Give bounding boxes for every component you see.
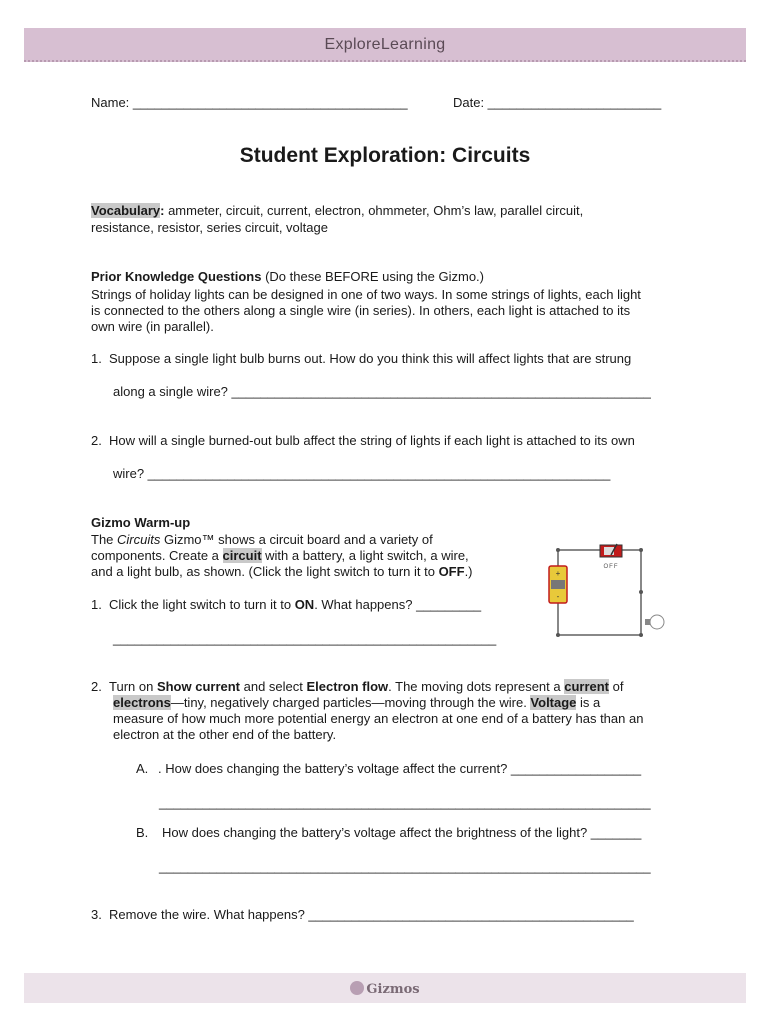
battery-icon [549,566,567,603]
question-2b-answer[interactable]: ____________________________________________________________________ [159,859,651,874]
battery-plus-label: + [555,569,561,578]
vocabulary-label: Vocabulary [91,203,161,218]
gizmo-warmup-heading: Gizmo Warm-up [91,515,191,530]
explorelearning-logo: ExploreLearning [324,36,446,53]
footer-band [24,973,746,1003]
vocabulary-line-2: resistance, resistor, series circuit, voltage [91,220,328,235]
warmup-text-line: components. Create a circuit with a battery, a light switch, a wire, [91,548,469,563]
prior-question-2-answer[interactable]: wire? ________________________________________________________________ [113,466,611,481]
prior-question-1-answer[interactable]: along a single wire? __________________________________________________________ [113,384,651,399]
vocabulary-line-1: Vocabulary: ammeter, circuit, current, electron, ohmmeter, Ohm’s law, parallel circuit, [91,203,584,218]
prior-text-line: Strings of holiday lights can be designed in one of two ways. In some strings of lights, each light [91,287,641,302]
circuit-diagram [545,542,670,642]
prior-question-1: 1. Suppose a single light bulb burns out. How do you think this will affect lights that are strung [91,351,632,366]
prior-text-line: is connected to the others along a single wire (in series). In others, each light is attached to its [91,303,631,318]
gizmos-logo: Gizmos [24,981,746,997]
header-band [24,28,746,62]
warmup-question-3: 3. Remove the wire. What happens? _____________________________________________ [91,907,634,922]
light-bulb-icon [645,615,664,629]
gizmos-badge-icon [350,981,364,995]
warmup-question-2-line-1: 2. Turn on Show current and select Electron flow. The moving dots represent a current of [91,679,624,694]
prior-text-line: own wire (in parallel). [91,319,214,334]
prior-question-2: 2. How will a single burned-out bulb affect the string of lights if each light is attached to its own [91,433,635,448]
warmup-question-2-line-4: electron at the other end of the battery. [113,727,337,742]
warmup-text-line: The Circuits Gizmo™ shows a circuit board and a variety of [91,532,433,547]
switch-state-label: OFF [603,564,619,570]
date-field[interactable]: Date: ________________________ [453,95,662,110]
warmup-question-1: 1. Click the light switch to turn it to ON. What happens? _________ [91,597,482,612]
question-2a-answer[interactable]: ____________________________________________________________________ [159,795,651,810]
name-field[interactable]: Name: ______________________________________ [91,95,408,110]
question-2a: A. . How does changing the battery’s voltage affect the current? __________________ [136,761,642,776]
battery-minus-label: - [556,592,560,601]
warmup-question-1-answer[interactable]: _____________________________________________________ [113,631,497,646]
warmup-question-2-line-2: electrons—tiny, negatively charged particles—moving through the wire. Voltage is a [113,695,601,710]
light-switch-icon [600,544,622,570]
question-2b: B. How does changing the battery’s voltage affect the brightness of the light? _______ [136,825,642,840]
warmup-text-line: and a light bulb, as shown. (Click the light switch to turn it to OFF.) [91,564,473,579]
warmup-question-2-line-3: measure of how much more potential energy an electron at one end of a battery has than an [113,711,644,726]
page-title: Student Exploration: Circuits [239,144,531,167]
prior-knowledge-heading: Prior Knowledge Questions (Do these BEFORE using the Gizmo.) [91,269,484,284]
